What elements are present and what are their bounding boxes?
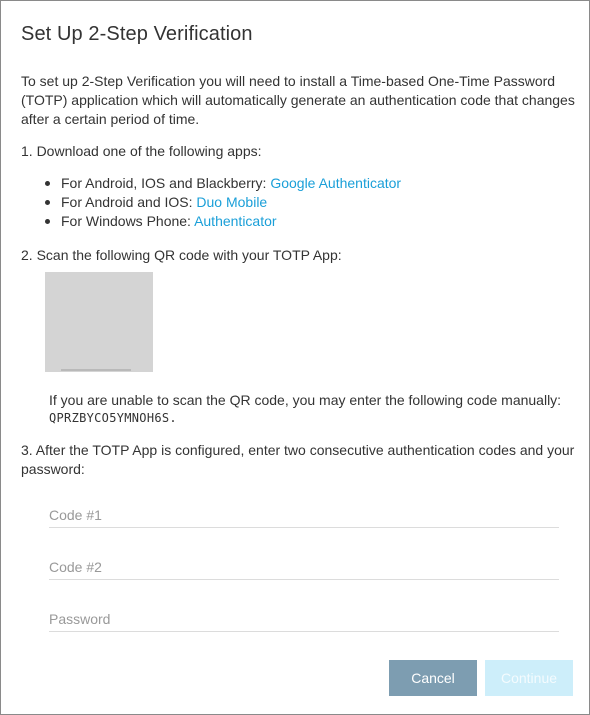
qr-code-image [45, 272, 153, 372]
app-list [43, 174, 401, 231]
continue-button[interactable]: Continue [485, 660, 573, 696]
password-input[interactable] [49, 607, 559, 632]
cancel-button[interactable]: Cancel [389, 660, 477, 696]
manual-entry-text: If you are unable to scan the QR code, you may enter the following code manually: [49, 392, 562, 408]
manual-secret-code: QPRZBYCO5YMNOH6S. [49, 411, 177, 425]
app-platform-label: For Windows Phone: [61, 213, 195, 229]
app-platform-label: For Android, IOS and Blackberry: [61, 175, 271, 191]
app-platform-label: For Android and IOS: [61, 194, 197, 210]
step1-text: 1. Download one of the following apps: [21, 143, 262, 159]
duo-mobile-link[interactable]: Duo Mobile [196, 194, 268, 210]
dialog-title: Set Up 2-Step Verification [21, 23, 253, 45]
list-item [43, 212, 401, 231]
code-1-input[interactable] [49, 503, 559, 528]
code-2-input[interactable] [49, 555, 559, 580]
step3-text: 3. After the TOTP App is configured, enter two consecutive authentication codes and your password: [21, 442, 575, 477]
list-item [43, 174, 401, 193]
authenticator-link[interactable]: Authenticator [194, 213, 277, 229]
google-authenticator-link[interactable]: Google Authenticator [270, 175, 402, 191]
qr-code-caption [61, 367, 149, 373]
step2-text: 2. Scan the following QR code with your TOTP App: [21, 247, 342, 263]
intro-text: To set up 2-Step Verification you will need to install a Time-based One-Time Password (TOTP) application which will automatically generate an authentication code that changes after a certain period of time. [21, 73, 575, 127]
list-item [43, 193, 401, 212]
